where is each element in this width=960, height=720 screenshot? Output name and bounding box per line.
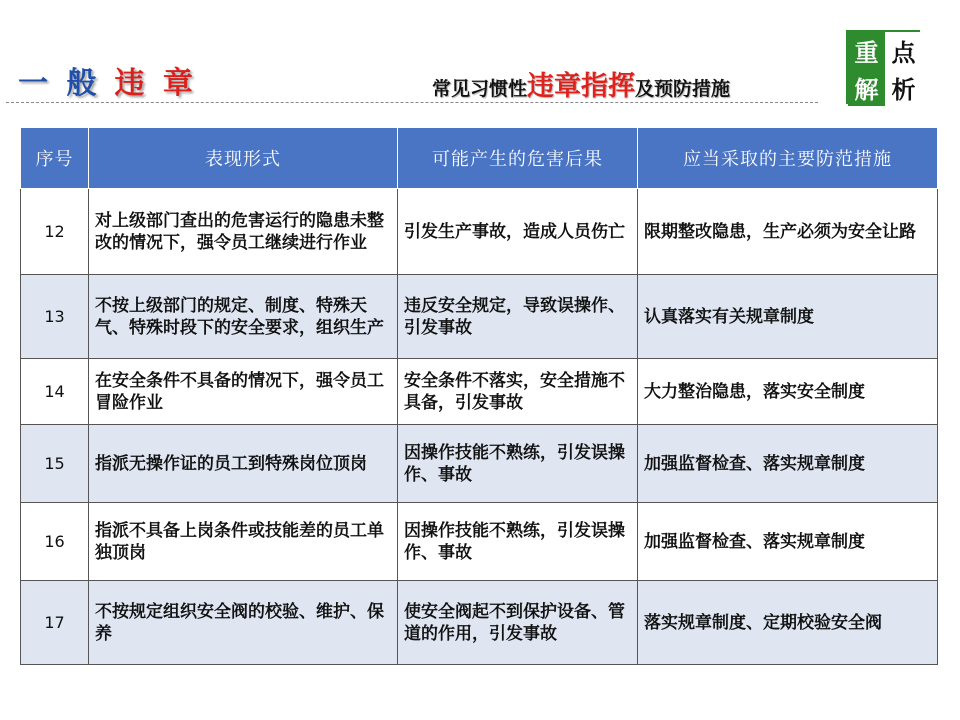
table-row	[21, 581, 938, 665]
cell-measure: 认真落实有关规章制度	[638, 275, 938, 359]
cell-form: 指派不具备上岗条件或技能差的员工单独顶岗	[89, 503, 398, 581]
badge-char-3: 解	[848, 69, 885, 106]
cell-measure: 加强监督检查、落实规章制度	[638, 503, 938, 581]
cell-measure: 加强监督检查、落实规章制度	[638, 425, 938, 503]
cell-no: 17	[21, 581, 89, 665]
subtitle-suffix: 及预防措施	[635, 78, 731, 100]
cell-no: 15	[21, 425, 89, 503]
header-divider	[6, 102, 818, 103]
cell-form: 对上级部门查出的危害运行的隐患未整改的情况下，强令员工继续进行作业	[89, 189, 398, 275]
table-row	[21, 275, 938, 359]
header-no: 序号	[21, 128, 89, 189]
cell-harm: 使安全阀起不到保护设备、管道的作用，引发事故	[398, 581, 638, 665]
cell-measure: 大力整治隐患，落实安全制度	[638, 359, 938, 425]
violations-table	[20, 127, 938, 665]
header-harm: 可能产生的危害后果	[398, 128, 638, 189]
badge-char-1: 重	[848, 32, 885, 69]
subtitle-prefix: 常见习惯性	[432, 78, 528, 100]
cell-no: 14	[21, 359, 89, 425]
cell-no: 16	[21, 503, 89, 581]
cell-form: 不按规定组织安全阀的校验、维护、保养	[89, 581, 398, 665]
page-title-part2: 违 章	[114, 66, 197, 101]
page-title-part1: 一 般	[18, 66, 101, 101]
page-subtitle	[432, 64, 730, 103]
page-title	[18, 58, 197, 102]
cell-measure: 落实规章制度、定期校验安全阀	[638, 581, 938, 665]
badge-char-4: 析	[885, 69, 922, 106]
cell-form: 指派无操作证的员工到特殊岗位顶岗	[89, 425, 398, 503]
cell-no: 13	[21, 275, 89, 359]
header-measure: 应当采取的主要防范措施	[638, 128, 938, 189]
cell-harm: 因操作技能不熟练，引发误操作、事故	[398, 503, 638, 581]
cell-form: 不按上级部门的规定、制度、特殊天气、特殊时段下的安全要求，组织生产	[89, 275, 398, 359]
cell-harm: 引发生产事故，造成人员伤亡	[398, 189, 638, 275]
cell-no: 12	[21, 189, 89, 275]
table-row	[21, 503, 938, 581]
key-analysis-badge	[846, 30, 920, 104]
table-row	[21, 359, 938, 425]
cell-measure: 限期整改隐患，生产必须为安全让路	[638, 189, 938, 275]
cell-form: 在安全条件不具备的情况下，强令员工冒险作业	[89, 359, 398, 425]
table-row	[21, 189, 938, 275]
table-header-row	[21, 128, 938, 189]
cell-harm: 因操作技能不熟练，引发误操作、事故	[398, 425, 638, 503]
table-row	[21, 425, 938, 503]
header-form: 表现形式	[89, 128, 398, 189]
badge-char-2: 点	[885, 32, 922, 69]
cell-harm: 安全条件不落实，安全措施不具备，引发事故	[398, 359, 638, 425]
cell-harm: 违反安全规定，导致误操作、引发事故	[398, 275, 638, 359]
subtitle-highlight: 违章指挥	[527, 71, 636, 102]
